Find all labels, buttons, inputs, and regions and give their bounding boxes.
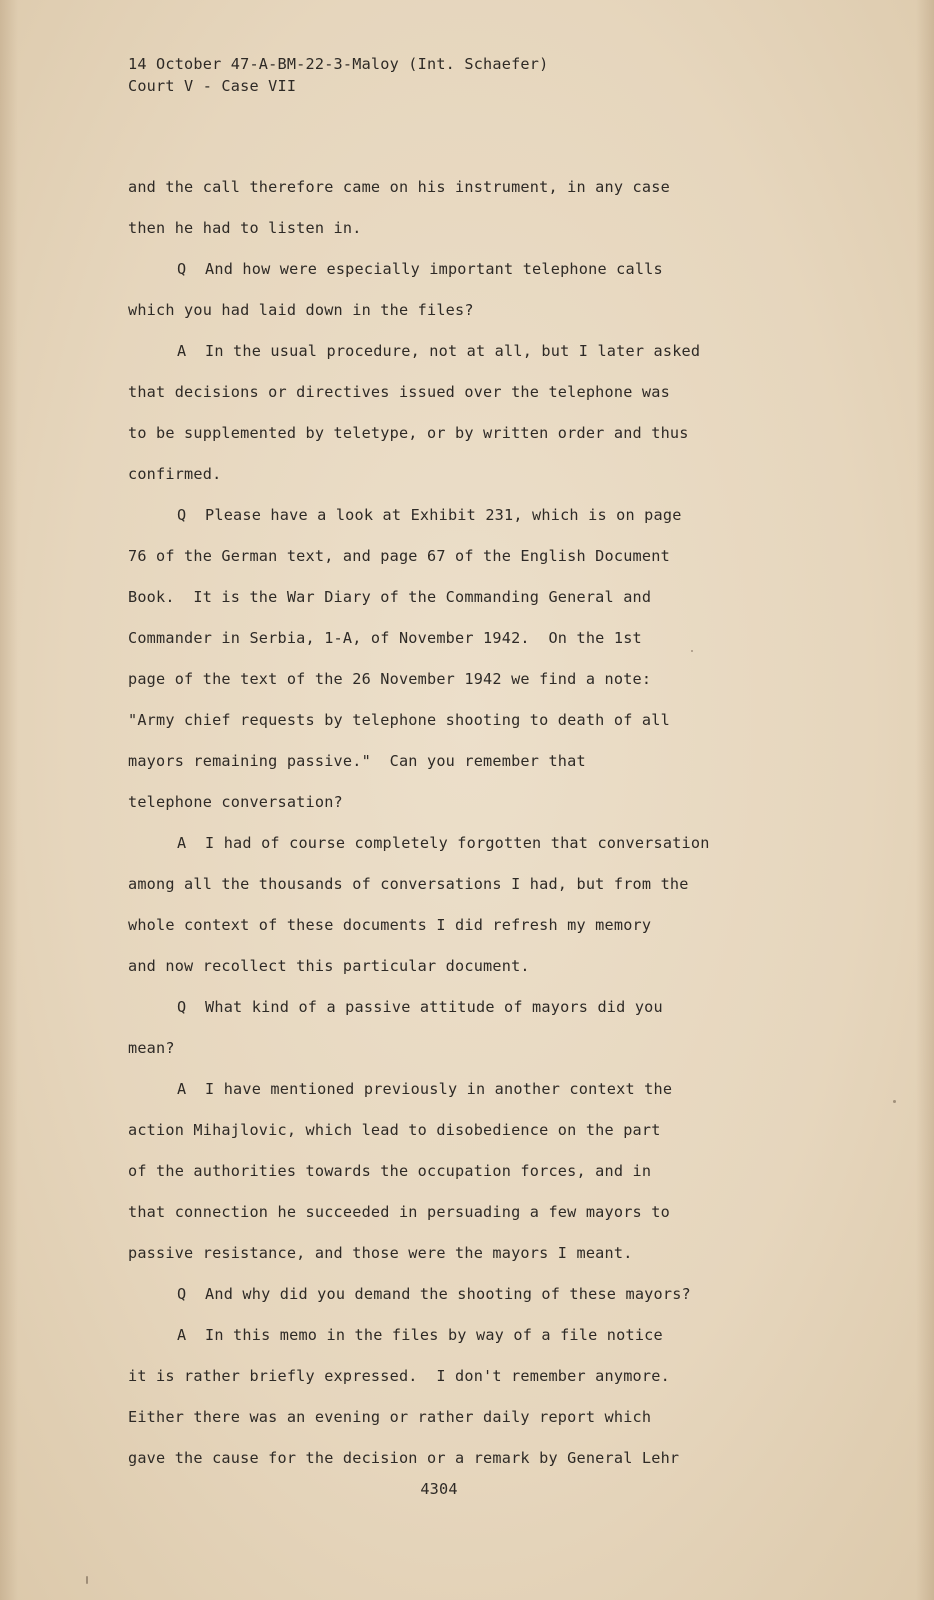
- transcript-line: of the authorities towards the occupation forces, and in: [128, 1162, 652, 1180]
- transcript-line: Commander in Serbia, 1-A, of November 1942. On the 1st: [128, 629, 642, 647]
- transcript-line: to be supplemented by teletype, or by written order and thus: [128, 424, 689, 442]
- page-number: [0, 1478, 934, 1500]
- transcript-line: passive resistance, and those were the mayors I meant.: [128, 1244, 633, 1262]
- header-line-1: 14 October 47-A-BM-22-3-Maloy (Int. Schaefer): [128, 55, 549, 73]
- transcript-line: Q Please have a look at Exhibit 231, which is on page: [177, 506, 682, 524]
- transcript-line: mayors remaining passive." Can you remember that: [128, 752, 586, 770]
- transcript-line: action Mihajlovic, which lead to disobedience on the part: [128, 1121, 661, 1139]
- transcript-line: A In this memo in the files by way of a file notice: [177, 1326, 663, 1344]
- paper-speck: [86, 1576, 88, 1584]
- transcript-line: A I have mentioned previously in another context the: [177, 1080, 673, 1098]
- transcript-line: Q And why did you demand the shooting of these mayors?: [177, 1285, 691, 1303]
- transcript-line: "Army chief requests by telephone shooting to death of all: [128, 711, 670, 729]
- transcript-line: among all the thousands of conversations I had, but from the: [128, 875, 689, 893]
- transcript-line: and now recollect this particular document.: [128, 957, 530, 975]
- transcript-line: Q What kind of a passive attitude of mayors did you: [177, 998, 663, 1016]
- header-line-2: Court V - Case VII: [128, 77, 297, 95]
- transcript-line: then he had to listen in.: [128, 219, 362, 237]
- transcript-line: 76 of the German text, and page 67 of the English Document: [128, 547, 670, 565]
- page-edge-shadow-left: [0, 0, 18, 1600]
- document-header: [128, 53, 548, 97]
- transcript-line: confirmed.: [128, 465, 222, 483]
- paper-speck: [691, 650, 693, 652]
- page-number-text: 4304: [420, 1480, 458, 1498]
- paper-speck: [893, 1100, 896, 1103]
- transcript-line: telephone conversation?: [128, 793, 343, 811]
- transcript-line: A In the usual procedure, not at all, but I later asked: [177, 342, 701, 360]
- transcript-line: which you had laid down in the files?: [128, 301, 474, 319]
- transcript-line: Q And how were especially important telephone calls: [177, 260, 663, 278]
- transcript-line: and the call therefore came on his instrument, in any case: [128, 178, 670, 196]
- transcript-line: mean?: [128, 1039, 175, 1057]
- transcript-line: that connection he succeeded in persuading a few mayors to: [128, 1203, 670, 1221]
- transcript-line: it is rather briefly expressed. I don't remember anymore.: [128, 1367, 670, 1385]
- transcript-line: page of the text of the 26 November 1942 we find a note:: [128, 670, 652, 688]
- page-edge-shadow-right: [916, 0, 934, 1600]
- transcript-line: whole context of these documents I did refresh my memory: [128, 916, 652, 934]
- transcript-line: that decisions or directives issued over the telephone was: [128, 383, 670, 401]
- transcript-line: A I had of course completely forgotten that conversation: [177, 834, 710, 852]
- transcript-line: Book. It is the War Diary of the Commanding General and: [128, 588, 652, 606]
- transcript-line: gave the cause for the decision or a remark by General Lehr: [128, 1449, 680, 1467]
- transcript-line: Either there was an evening or rather daily report which: [128, 1408, 652, 1426]
